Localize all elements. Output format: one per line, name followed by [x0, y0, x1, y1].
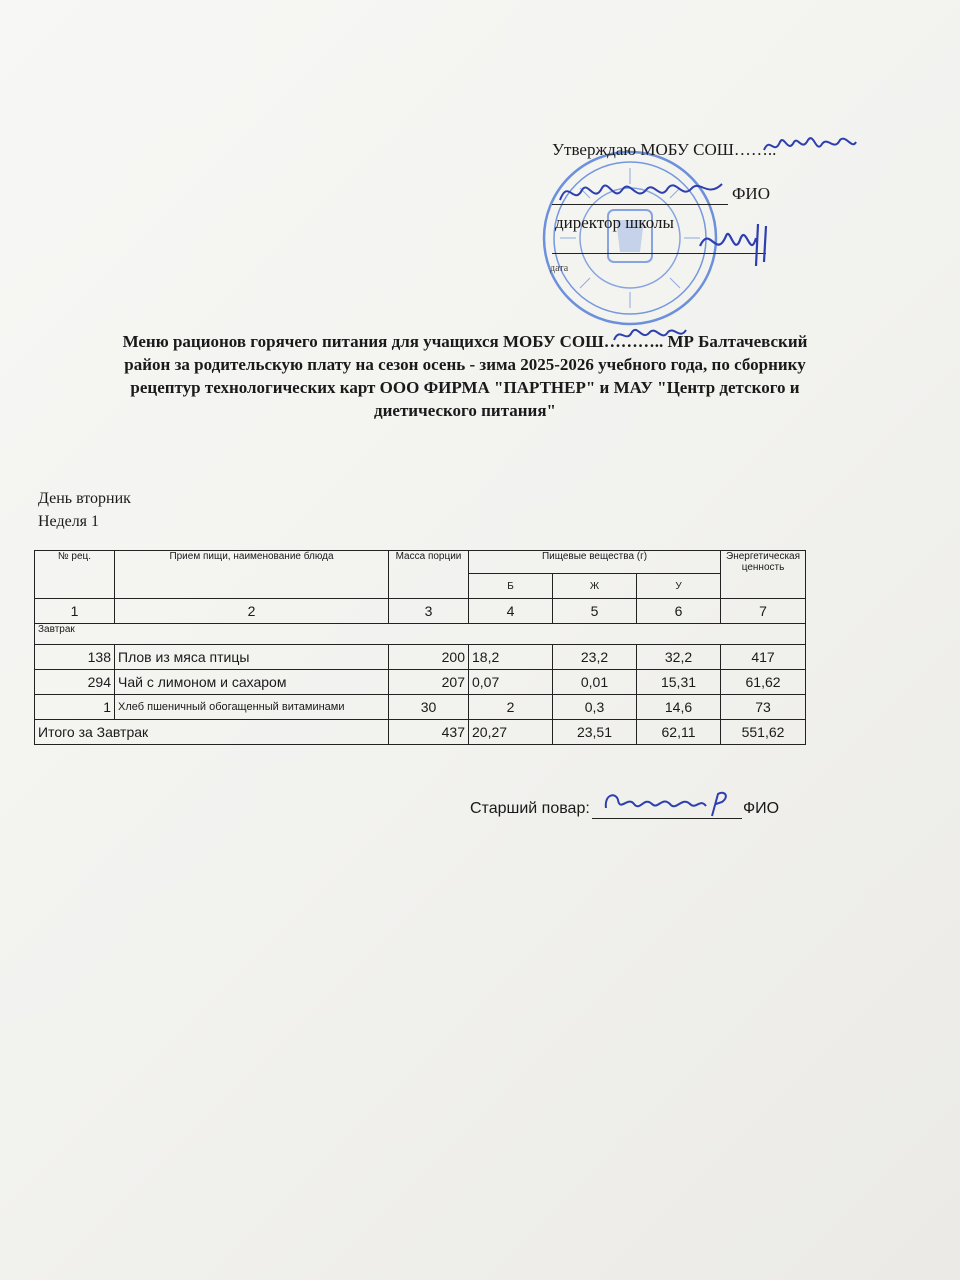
date-label: дата: [550, 263, 569, 274]
dish-name: Чай с лимоном и сахаром: [115, 670, 389, 695]
total-carb: 62,11: [637, 720, 721, 745]
table-row: [35, 695, 806, 720]
carb-value: 32,2: [637, 645, 721, 670]
section-row: [35, 624, 806, 645]
energy-value: 61,62: [721, 670, 806, 695]
section-breakfast: Завтрак: [35, 624, 806, 645]
carb-value: 15,31: [637, 670, 721, 695]
mass-value: 30: [389, 695, 469, 720]
header-recipe-no: № рец.: [35, 551, 115, 599]
total-mass: 437: [389, 720, 469, 745]
energy-value: 73: [721, 695, 806, 720]
director-signature: [696, 216, 772, 270]
protein-value: 2: [469, 695, 553, 720]
total-protein: 20,27: [469, 720, 553, 745]
carb-value: 14,6: [637, 695, 721, 720]
title-line-3: рецептур технологических карт ООО ФИРМА "ПАРТНЕР" и МАУ "Центр детского и: [130, 378, 800, 397]
table-header-row: [35, 551, 806, 574]
header-dish: Прием пищи, наименование блюда: [115, 551, 389, 599]
fat-value: 0,3: [553, 695, 637, 720]
header-energy: Энергетическая ценность: [721, 551, 806, 599]
energy-value: 417: [721, 645, 806, 670]
menu-table: [34, 550, 806, 745]
mass-value: 207: [389, 670, 469, 695]
title-school-handwriting: [610, 320, 690, 348]
total-energy: 551,62: [721, 720, 806, 745]
title-line-2: район за родительскую плату на сезон осень - зима 2025-2026 учебного года, по сборнику: [124, 355, 806, 374]
recipe-no: 138: [35, 645, 115, 670]
col-number: 3: [389, 599, 469, 624]
total-label: Итого за Завтрак: [35, 720, 389, 745]
col-number: 2: [115, 599, 389, 624]
col-number: 6: [637, 599, 721, 624]
col-number: 1: [35, 599, 115, 624]
header-portion-mass: Масса порции: [389, 551, 469, 599]
col-number: 7: [721, 599, 806, 624]
chef-signature: [600, 786, 740, 822]
director-name-handwriting: [556, 172, 726, 212]
col-number: 5: [553, 599, 637, 624]
school-name-handwriting: [760, 128, 860, 162]
mass-value: 200: [389, 645, 469, 670]
column-number-row: [35, 599, 806, 624]
chef-label: Старший повар:: [470, 800, 590, 817]
col-number: 4: [469, 599, 553, 624]
protein-value: 0,07: [469, 670, 553, 695]
total-row: [35, 720, 806, 745]
header-proteins: Б: [469, 574, 553, 599]
recipe-no: 294: [35, 670, 115, 695]
header-carbs: У: [637, 574, 721, 599]
table-row: [35, 645, 806, 670]
fat-value: 23,2: [553, 645, 637, 670]
week-label: Неделя 1: [38, 513, 100, 530]
title-line-1: Меню рационов горячего питания для учащихся МОБУ СОШ……….. МР Балтачевский: [122, 332, 808, 351]
title-line-4: диетического питания": [374, 401, 556, 420]
protein-value: 18,2: [469, 645, 553, 670]
fat-value: 0,01: [553, 670, 637, 695]
recipe-no: 1: [35, 695, 115, 720]
dish-name: Плов из мяса птицы: [115, 645, 389, 670]
chef-fio-label: ФИО: [743, 800, 780, 817]
header-fats: Ж: [553, 574, 637, 599]
director-label: директор школы: [555, 213, 674, 232]
fio-label-top: ФИО: [732, 184, 770, 203]
total-fat: 23,51: [553, 720, 637, 745]
approval-line: Утверждаю МОБУ СОШ……..: [552, 140, 777, 159]
header-nutrients: Пищевые вещества (г): [469, 551, 721, 574]
dish-name: Хлеб пшеничный обогащенный витаминами: [115, 695, 389, 720]
day-label: День вторник: [38, 490, 131, 507]
document-title: [40, 330, 890, 422]
table-row: [35, 670, 806, 695]
